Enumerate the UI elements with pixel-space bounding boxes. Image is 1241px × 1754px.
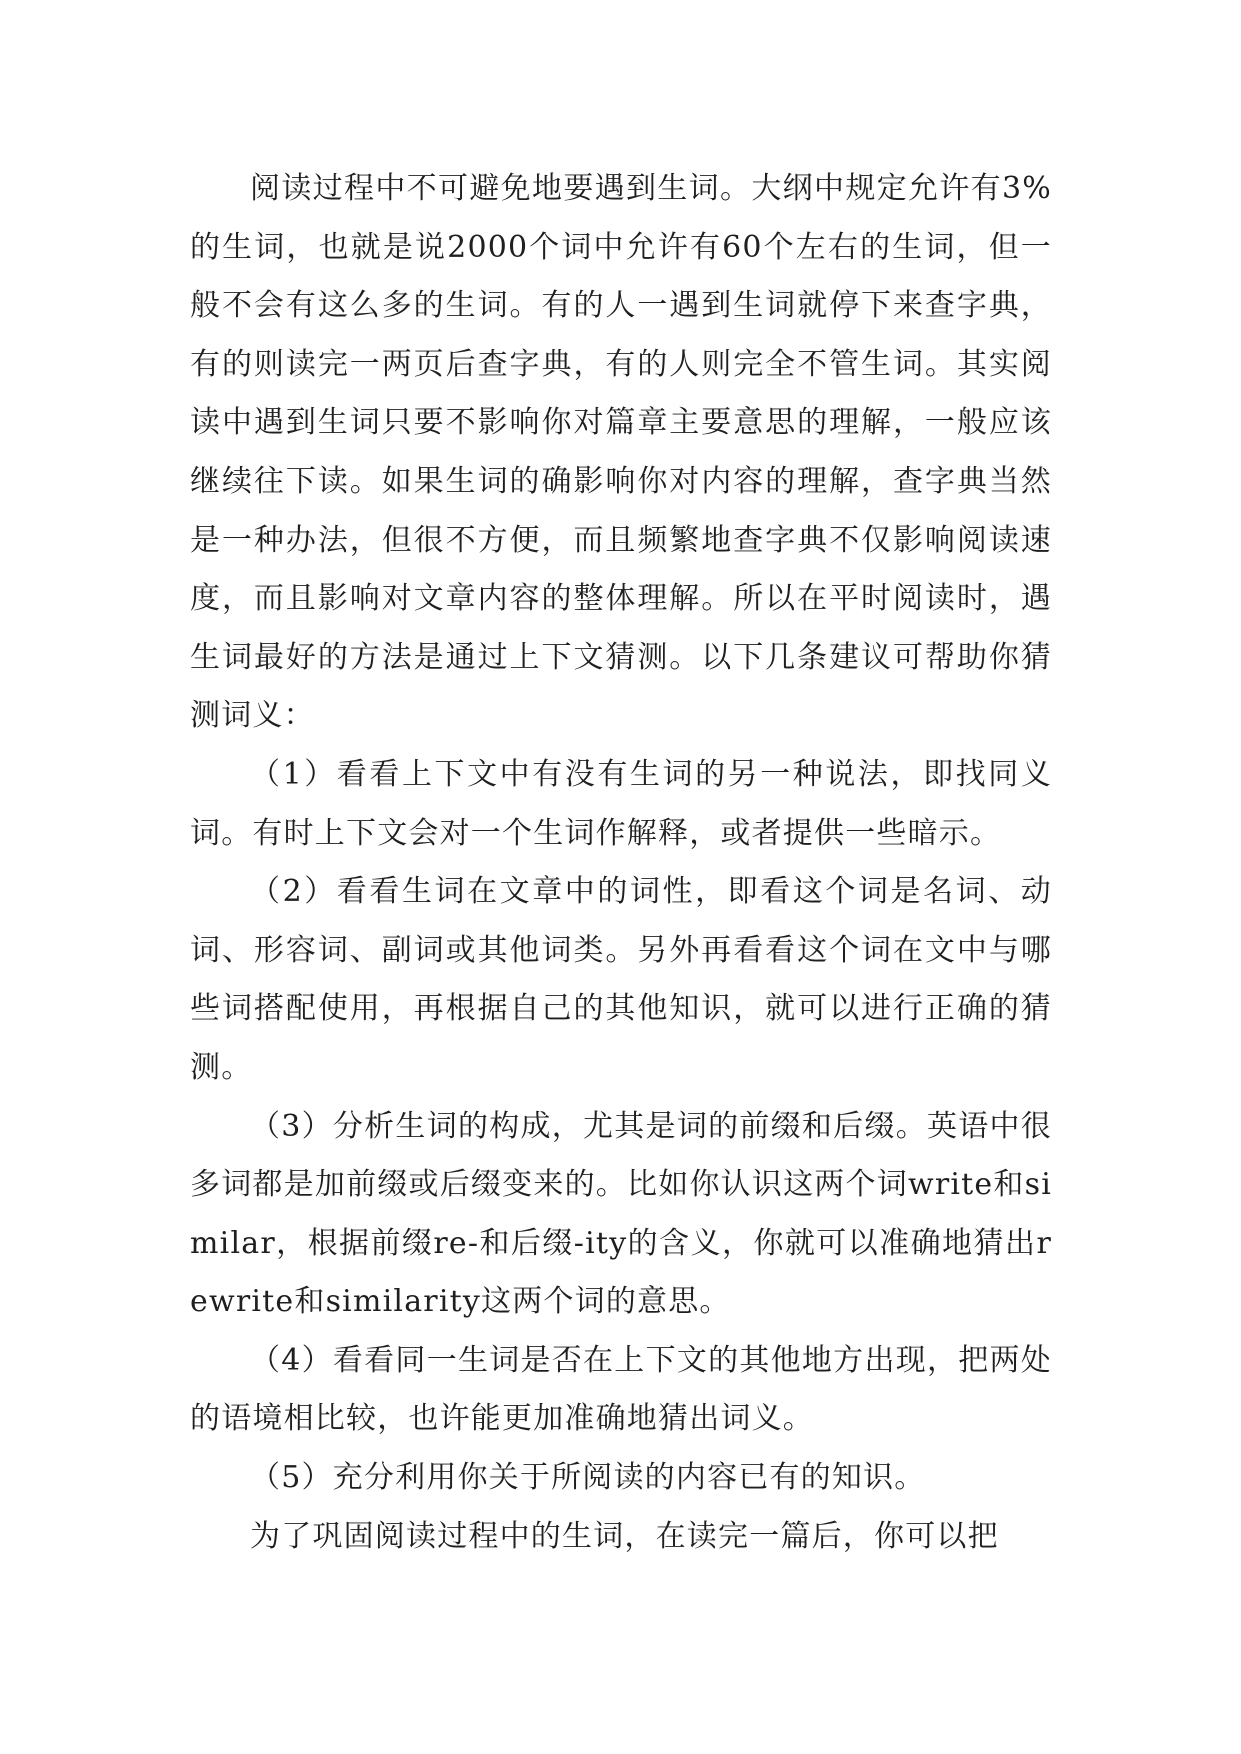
paragraph-tip-4: （4）看看同一生词是否在上下文的其他地方出现，把两处的语境相比较，也许能更加准确地猜出词义。 xyxy=(190,1342,1052,1437)
paragraph-tip-2: （2）看看生词在文章中的词性，即看这个词是名词、动词、形容词、副词或其他词类。另外再看看这个词在文中与哪些词搭配使用，再根据自己的其他知识，就可以进行正确的猜测。 xyxy=(190,874,1052,1085)
paragraph-tip-5: （5）充分利用你关于所阅读的内容已有的知识。 xyxy=(250,1460,926,1496)
paragraph-closing: 为了巩固阅读过程中的生词，在读完一篇后，你可以把 xyxy=(250,1518,999,1554)
body-text xyxy=(190,160,1052,1566)
paragraph-tip-3: （3）分析生词的构成，尤其是词的前缀和后缀。英语中很多词都是加前缀或后缀变来的。比如你认识这两个词write和similar，根据前缀re-和后缀-ity的含义，你就可以准确地猜出rewrite和similarity这两个词的意思。 xyxy=(190,1108,1052,1320)
paragraph-tip-1: （1）看看上下文中有没有生词的另一种说法，即找同义词。有时上下文会对一个生词作解释，或者提供一些暗示。 xyxy=(190,756,1052,851)
paragraph-intro: 阅读过程中不可避免地要遇到生词。大纲中规定允许有3%的生词，也就是说2000个词中允许有60个左右的生词，但一般不会有这么多的生词。有的人一遇到生词就停下来查字典，有的则读完一两页后查字典，有的人则完全不管生词。其实阅读中遇到生词只要不影响你对篇章主要意思的理解，一般应该继续往下读。如果生词的确影响你对内容的理解，查字典当然是一种办法，但很不方便，而且频繁地查字典不仅影响阅读速度，而且影响对文章内容的整体理解。所以在平时阅读时，遇生词最好的方法是通过上下文猜测。以下几条建议可帮助你猜测词义： xyxy=(190,171,1052,734)
